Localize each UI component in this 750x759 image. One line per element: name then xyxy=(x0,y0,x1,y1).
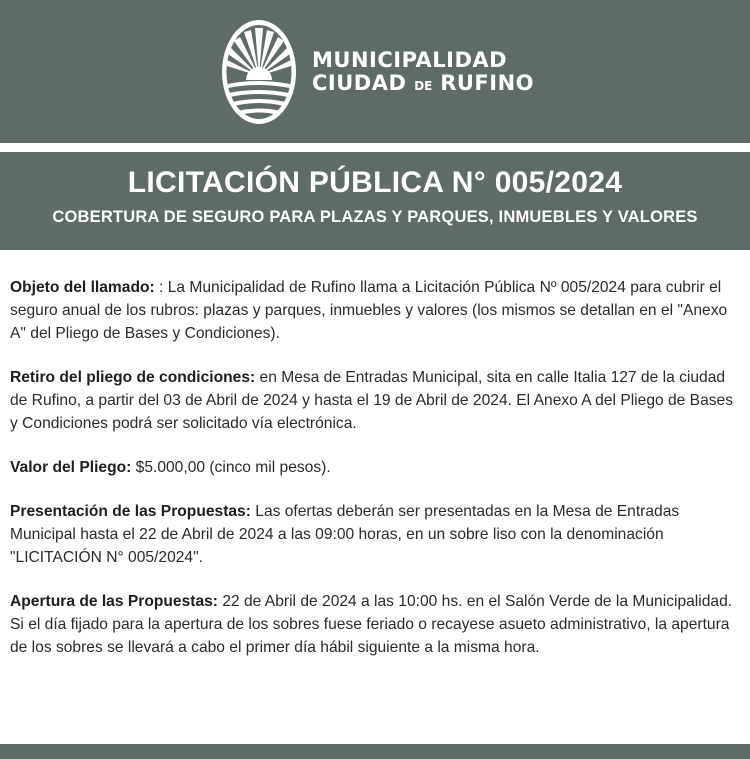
section-presentacion xyxy=(10,500,742,569)
section-text: en Mesa de Entradas Municipal, sita en calle Italia 127 de la ciudad de Rufino, a partir del 03 de Abril de 2024 y hasta el 19 de Abril de 2024. El Anexo A del Pliego de Bases y Condiciones podrá ser solicitado vía electrónica. xyxy=(10,369,734,432)
municipal-emblem-icon xyxy=(218,16,300,128)
footer-band xyxy=(0,744,750,759)
header-band xyxy=(0,0,750,143)
page-title: LICITACIÓN PÚBLICA N° 005/2024 xyxy=(127,166,623,199)
section-apertura xyxy=(10,590,742,659)
page-subtitle: COBERTURA DE SEGURO PARA PLAZAS Y PARQUES, INMUEBLES Y VALORES xyxy=(52,208,698,226)
section-text: $5.000,00 (cinco mil pesos). xyxy=(131,459,331,476)
title-band xyxy=(0,152,750,250)
brand-rufino: RUFINO xyxy=(440,71,535,95)
section-label: Apertura de las Propuestas: xyxy=(10,593,218,610)
section-valor xyxy=(10,456,742,479)
brand-line-2 xyxy=(312,73,534,94)
notice-body xyxy=(10,276,742,680)
section-text: 22 de Abril de 2024 a las 10:00 hs. en el Salón Verde de la Municipalidad. Si el día fijado para la apertura de los sobres fuese feriado o recayese asueto administrativo, la apertura de los sobres se llevará a cabo el primer día hábil siguiente a la misma hora. xyxy=(10,593,733,656)
section-objeto xyxy=(10,276,742,345)
section-text: : La Municipalidad de Rufino llama a Licitación Pública Nº 005/2024 para cubrir el seguro anual de los rubros: plazas y parques, inmuebles y valores (los mismos se detallan en el "Anexo A" del Pliego de Bases y Condiciones). xyxy=(10,279,728,342)
brand-city: CIUDAD xyxy=(312,71,407,95)
brand-wordmark xyxy=(312,50,534,94)
section-label: Valor del Pliego: xyxy=(10,459,132,476)
brand-line-1: MUNICIPALIDAD xyxy=(312,48,508,72)
section-label: Retiro del pliego de condiciones: xyxy=(10,369,256,386)
section-label: Objeto del llamado: xyxy=(10,279,155,296)
brand-de: DE xyxy=(414,79,433,93)
section-retiro xyxy=(10,366,742,435)
section-text: Las ofertas deberán ser presentadas en la Mesa de Entradas Municipal hasta el 22 de Abril de 2024 a las 09:00 horas, en un sobre liso con la denominación "LICITACIÓN N° 005/2024". xyxy=(10,503,680,566)
section-label: Presentación de las Propuestas: xyxy=(10,503,251,520)
